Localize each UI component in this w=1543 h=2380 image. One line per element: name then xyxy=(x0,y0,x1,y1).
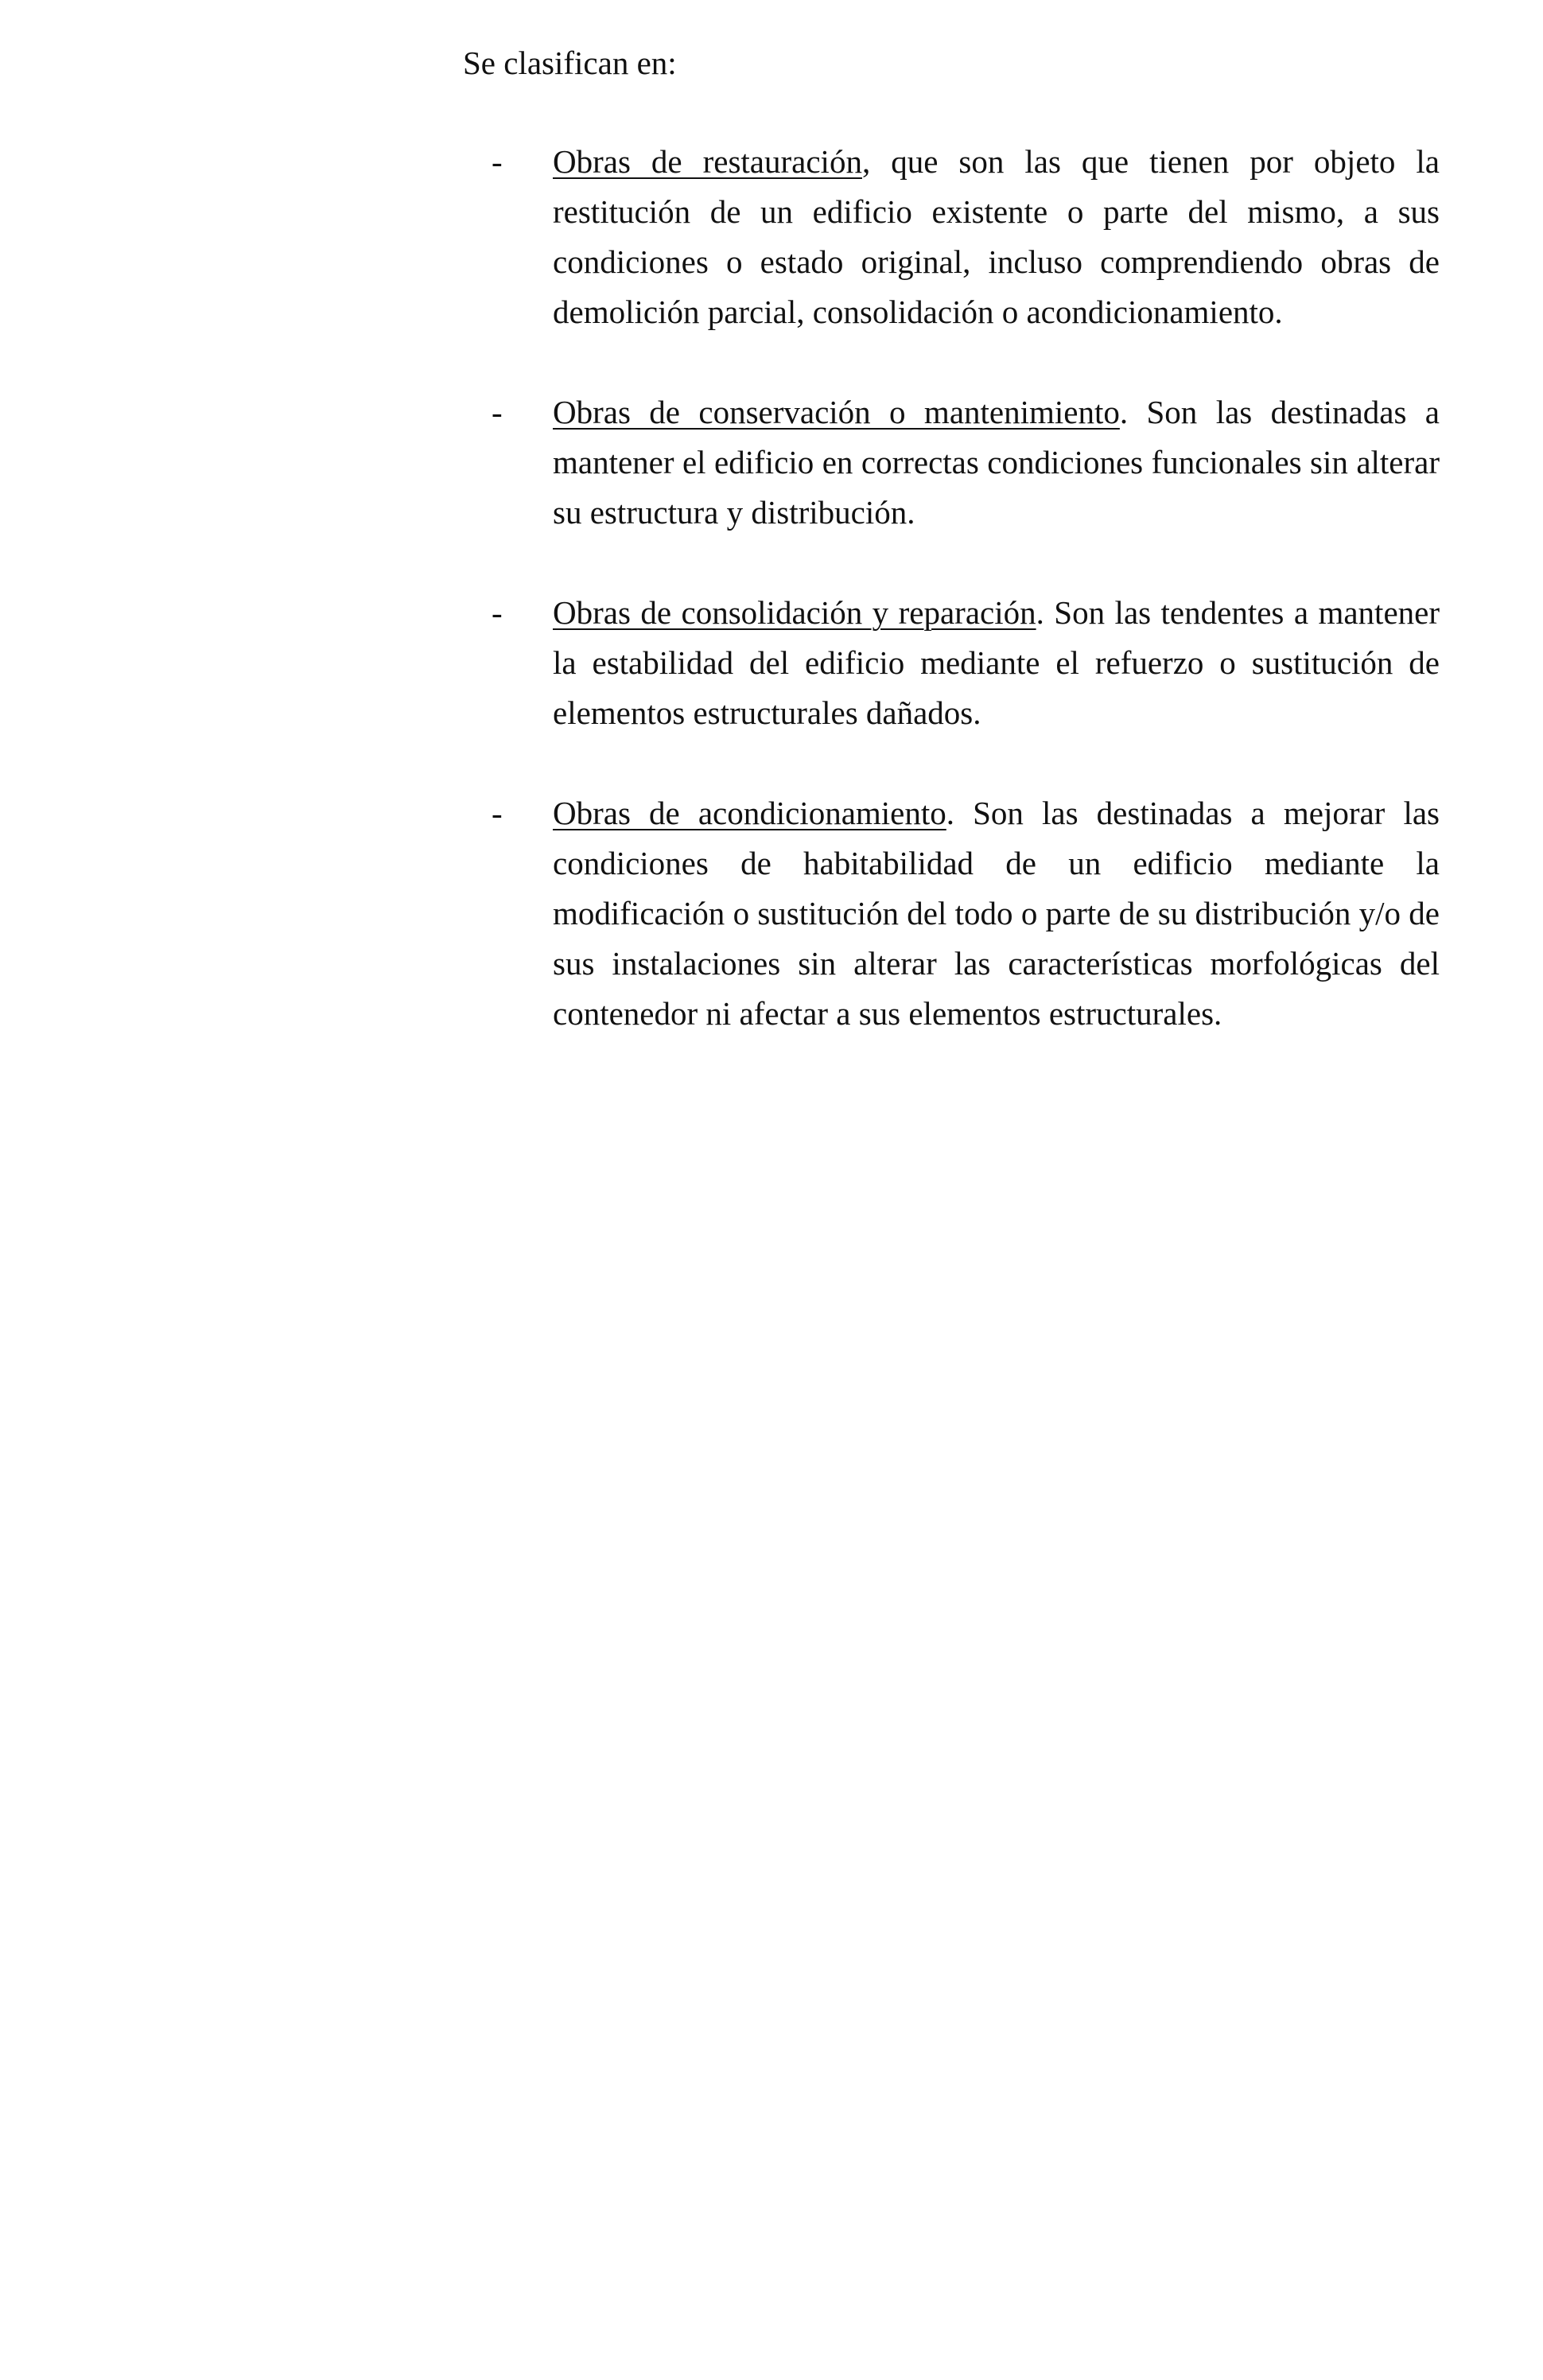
list-item-acondicionamiento xyxy=(463,788,1440,1039)
intro-text: Se clasifican en: xyxy=(463,45,677,81)
term-consolidacion: Obras de consolidación y reparación xyxy=(553,594,1036,631)
list-item-restauracion xyxy=(463,137,1440,337)
classification-list xyxy=(463,137,1440,1089)
term-acondicionamiento: Obras de acondicionamiento xyxy=(553,795,946,831)
term-conservacion: Obras de conservación o mantenimiento xyxy=(553,394,1120,430)
list-dash: - xyxy=(492,394,503,430)
list-dash: - xyxy=(492,594,503,631)
term-restauracion: Obras de restauración xyxy=(553,143,862,180)
description-consolidacion: . Son las tendentes a mantener la estabilidad del edificio mediante el refuerzo o sustitución de elementos estructurales dañados. xyxy=(553,594,1440,731)
description-restauracion: , que son las que tienen por objeto la restitución de un edificio existente o parte del mismo, a sus condiciones o estado original, incluso comprendiendo obras de demolición parcial, consolidación o acondicionamiento. xyxy=(553,143,1440,330)
list-item-consolidacion xyxy=(463,588,1440,738)
list-dash: - xyxy=(492,143,503,180)
list-dash: - xyxy=(492,795,503,831)
description-acondicionamiento: . Son las destinadas a mejorar las condiciones de habitabilidad de un edificio mediante la modificación o sustitución del todo o parte de su distribución y/o de sus instalaciones sin alterar las características morfológicas del contenedor ni afectar a sus elementos estructurales. xyxy=(553,795,1440,1032)
list-item-conservacion xyxy=(463,387,1440,538)
description-conservacion: . Son las destinadas a mantener el edificio en correctas condiciones funcionales sin alterar su estructura y distribución. xyxy=(553,394,1440,531)
